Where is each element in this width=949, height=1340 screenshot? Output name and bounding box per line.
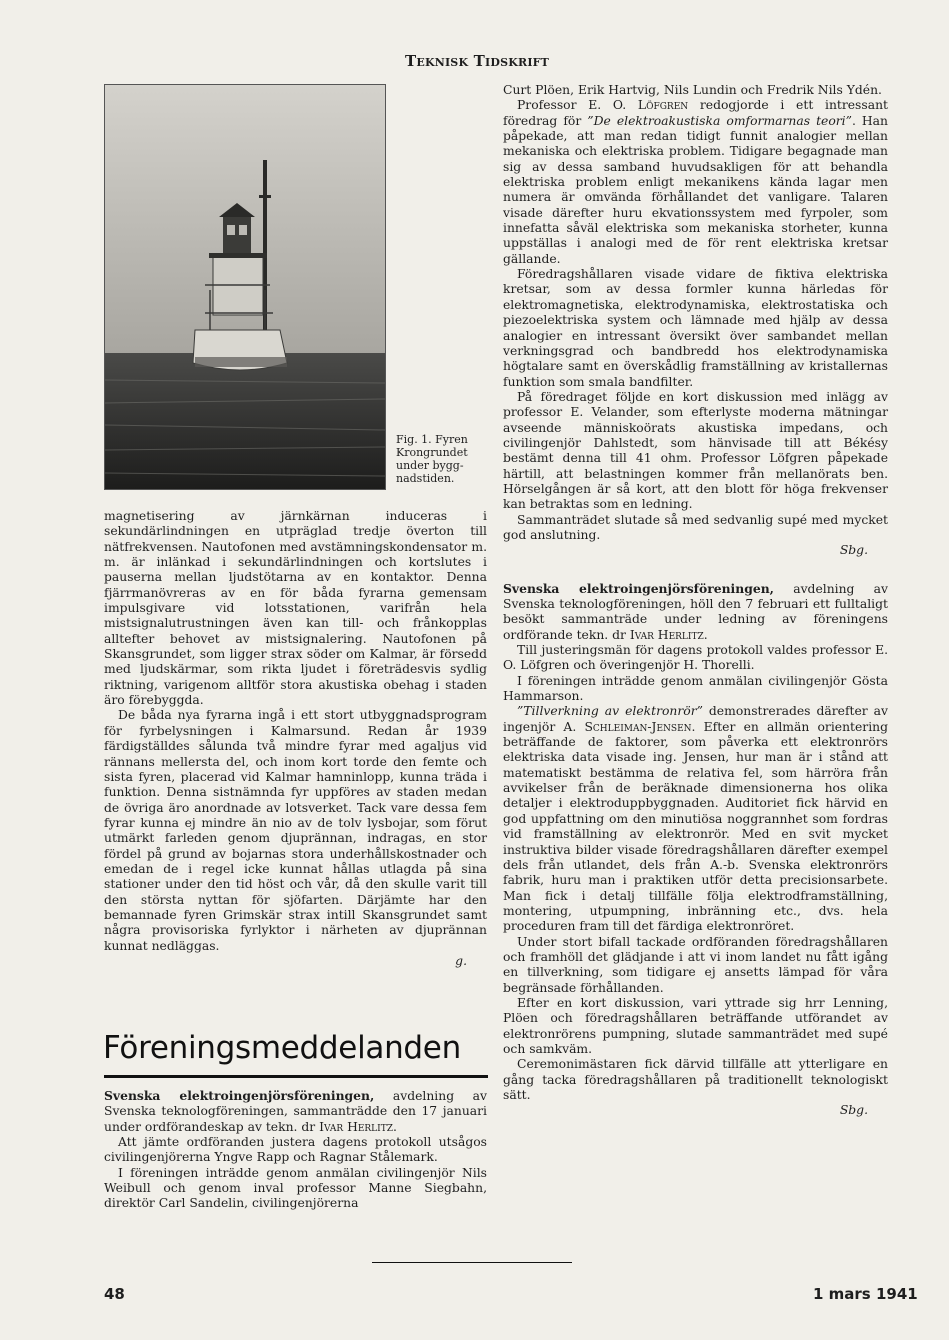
page-number: 48 (104, 1285, 125, 1303)
person-name: Ivar Herlitz (629, 627, 704, 642)
figure-caption (396, 433, 488, 485)
text-run: avdelning av Svenska teknologföreningen, höll den 7 februari ett fulltaligt besökt sammanträde under ledning av föreningens ordförande tekn. dr (503, 581, 889, 642)
org-name: Svenska elektroingenjörsföreningen, (104, 1088, 375, 1103)
org-name: Svenska elektroingenjörsföreningen, (503, 580, 774, 596)
text-run: Professor E. O. (517, 98, 638, 113)
paragraph: Curt Plöen, Erik Hartvig, Nils Lundin och Fredrik Nils Ydén. (503, 83, 882, 97)
caption-line: Krongrundet (396, 446, 468, 459)
section-title: Föreningsmeddelanden (103, 1030, 461, 1066)
paragraph: De båda nya fyrarna ingå i ett stort utbyggnadsprogram för fyrbelysningen i Kalmarsund. Redan år 1939 färdigställdes sålunda två mindre fyrar med agaljus vid rännans mellersta del, och inom kort torde den femte och sista fyren, placerad vid Kalmar hamninlopp, kunna träda i funktion. Denna sistnämnda fyr uppföres av staden medan de övriga äro anordnade av lotsverket. Tack vare dessa fem fyrar kunna ej mindre än nio av de tolv lysbojar, som förut utmärkt farleden genom djuprännan, indragas, en stor fördel på grund av bojarnas stora underhållskostnader och emedan de i regel icke kunnat hållas utlagda på sina stationer under den tid höst och vår, då den skulle varit till den största nyttan för sjöfarten. Därjämte har den bemannade fyren Grimskär strax intill Skansgrundet samt några provisoriska fyrlyktor i närheten av djuprännan kunnat nedläggas. (104, 708, 487, 953)
lighthouse-photo (104, 84, 386, 490)
person-name: Ivar Herlitz (319, 1119, 393, 1134)
section-rule (104, 1075, 488, 1078)
paragraph: På föredraget följde en kort diskussion med inlägg av professor E. Velander, som efterlyste moderna mätningar avseende människoörats akustiska impedans, och civilingenjör Dahlstedt, som hänvisade till att Békésy bestämt denna till 41 ohm. Professor Löfgren påpekade härtill, att belastningen kommer från mellanörats ben. Hörselgången är så kort, att den blott för höga frekvenser kan betraktas som en ledning. (503, 389, 888, 512)
paragraph: Föredragshållaren visade vidare de fiktiva elektriska kretsar, som av dessa formler kunna härledas för elektromagnetiska, elektrodynamiska, elektrostatiska och piezoelektriska system och lämnade med hjälp av dessa analogier en intressant översikt över sambandet mellan verkningsgrad och bandbredd hos elektrodynamiska högtalare samt en överskådlig framställning av kristallernas funktion som smala bandfilter. (503, 267, 888, 389)
paragraph: Ceremonimästaren fick därvid tillfälle att ytterligare en gång tacka föredragshållaren på traditionellt teknologiskt sätt. (503, 1057, 888, 1102)
paragraph: Efter en kort diskussion, vari yttrade sig hrr Lenning, Plöen och föredragshållaren beträffande utförandet av elektronrörens pumpning, slutade sammanträdet med supé och samkväm. (503, 995, 888, 1056)
footer-rule (372, 1262, 572, 1263)
paragraph: Svenska elektroingenjörsföreningen, avdelning av Svenska teknologföreningen, höll den 7 februari ett fulltaligt besökt sammanträde under ledning av föreningens ordförande tekn. dr Ivar Herlitz. (503, 580, 889, 642)
paragraph (503, 704, 888, 934)
paragraph: I föreningen inträdde genom anmälan civilingenjör Nils Weibull och genom inval professor Manne Siegbahn, direktör Carl Sandelin, civilingenjörerna (104, 1165, 487, 1211)
lecture-title: ”De elektroakustiska omformarnas teori” (587, 113, 852, 128)
section-text (104, 1088, 487, 1212)
text-run: . Han påpekade, att man redan tidigt funnit analogier mellan mekaniska och elektriska problem. Tidigare begagnade man sig av dessa samband huvudsakligen för att behandla elektriska problem enligt mekanikens kända lagar men numera är omvända förhållandet det vanligare. Talaren visade därefter huru ekvationssystem med fyrpoler, som innefatta såväl elektriska som mekaniska storheter, kunna uppställas i analogi med de för rent elektriska kretsar gällande. (503, 113, 888, 266)
text-run: demonstrerades därefter av ingenjör A. (503, 704, 888, 734)
text-run: . Efter en allmän orientering beträffande de faktorer, som påverka ett elektronrörs elektriska data visade ing. Jensen, hur man är i stånd att matematiskt bestämma de relativa fel, som härröra från avvikelser från de beräknade dimensionerna hos olika detaljer i elektroduppbyggnaden. Auditoriet fick härvid en god uppfattning om den minutiösa noggrannhet som fordras vid framställning av elektronrör. Med en svit mycket instruktiva bilder visade föredragshållaren därefter exempel dels från utlandet, dels från A.-b. Svenska elektronrörs fabrik, huru man i praktiken utför detta precisionsarbete. Man fick i detalj tillfälle följa elektrodframställning, montering, utpumpning, inbränning etc., dvs. hela proceduren fram till det färdiga elektronröret. (503, 719, 888, 934)
running-header: Teknisk Tidskrift (405, 52, 550, 70)
caption-line: Fig. 1. Fyren (396, 433, 468, 446)
caption-line: under bygg- (396, 459, 464, 472)
text-run: avdelning av Svenska teknologföreningen, sammanträdde den 17 januari under ordförandeskap av tekn. dr (104, 1089, 488, 1134)
paragraph: Under stort bifall tackade ordföranden föredragshållaren och framhöll det glädjande i att vi inom landet nu fått igång en tillverkning, som tidigare ej ansetts lämpad för våra begränsade förhållanden. (503, 934, 888, 995)
paragraph: Att jämte ordföranden justera dagens protokoll utsågos civilingenjörerna Yngve Rapp och Ragnar Stålemark. (104, 1135, 487, 1165)
left-column-text (104, 509, 487, 969)
signature: Sbg. (839, 1103, 868, 1118)
person-name: Schleiman-Jensen (584, 719, 692, 734)
lighthouse-photo-image (105, 85, 385, 489)
right-column-text (503, 83, 888, 1119)
lecture-title: ”Tillverkning av elektronrör” (517, 704, 703, 719)
paragraph: I föreningen inträdde genom anmälan civilingenjör Gösta Hammarson. (503, 673, 888, 704)
paragraph: Sammanträdet slutade så med sedvanlig supé med mycket god anslutning. (503, 512, 888, 542)
caption-line: nadstiden. (396, 472, 455, 485)
signature: g. (455, 953, 467, 968)
paragraph: Till justeringsmän för dagens protokoll valdes professor E. O. Löfgren och överingenjör H. Thorelli. (503, 643, 888, 673)
paragraph: Svenska elektroingenjörsföreningen, avdelning av Svenska teknologföreningen, sammanträdde den 17 januari under ordförandeskap av tekn. dr Ivar Herlitz. (104, 1088, 488, 1134)
paragraph (503, 98, 888, 267)
issue-date: 1 mars 1941 (813, 1285, 918, 1303)
text-run: redogjorde i ett intressant föredrag för (503, 98, 888, 128)
person-name: Löfgren (637, 98, 689, 113)
paragraph: magnetisering av järnkärnan induceras i sekundärlindningen en utpräglad tredje överton till nätfrekvensen. Nautofonen med avstämningskondensator m. m. är inlänkad i sekundärlindningen och kortslutes i pauserna mellan ljudstötarna av en kontaktor. Denna fjärrmanövreras av en för båda fyrarna gemensam impulsgivare vid lotsstationen, varifrån hela mistsignalutrustningen även kan till- och frånkopplas alltefter behovet av mistsignalering. Nautofonen på Skansgrundet, som ligger strax söder om Kalmar, är försedd med ljudskärmar, som rikta ljudet i företrädesvis sydlig riktning, varigenom alltför stora akustiska obehag i staden äro förebyggda. (104, 509, 487, 708)
signature: Sbg. (839, 543, 868, 558)
